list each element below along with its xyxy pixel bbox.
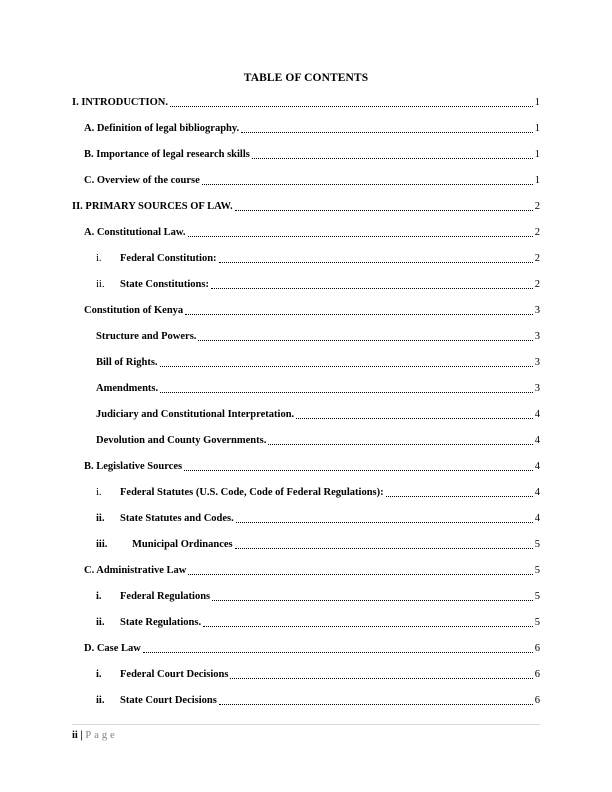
toc-entry-case-law[interactable]: [0, 640, 612, 656]
toc-entry-page: 5: [534, 591, 540, 602]
toc-entry-overview[interactable]: [0, 172, 612, 188]
toc-entry-label: Amendments.: [96, 383, 159, 394]
toc-entry-structure-and-powers[interactable]: [0, 328, 612, 344]
toc-entry-page: 6: [534, 695, 540, 706]
toc-entry-page: 2: [534, 253, 540, 264]
footer-separator: |: [80, 730, 83, 741]
toc-entry-legislative-sources[interactable]: [0, 458, 612, 474]
dot-leader: [219, 703, 533, 705]
toc-entry-page: 2: [534, 201, 540, 212]
dot-leader: [188, 235, 533, 237]
dot-leader: [188, 573, 532, 575]
dot-leader: [386, 495, 533, 497]
toc-entry-page: 2: [534, 279, 540, 290]
toc-entry-page: 5: [534, 565, 540, 576]
toc-entry-state-constitutions[interactable]: [0, 276, 612, 292]
toc-entry-label: C. Overview of the course: [84, 175, 200, 186]
toc-entry-page: 1: [534, 175, 540, 186]
toc-entry-page: 3: [534, 305, 540, 316]
toc-entry-constitution-of-kenya[interactable]: [0, 302, 612, 318]
toc-entry-page: 6: [534, 669, 540, 680]
toc-entry-federal-statutes[interactable]: [0, 484, 612, 500]
dot-leader: [212, 599, 533, 601]
toc-entry-number: i.: [96, 669, 102, 680]
toc-entry-devolution[interactable]: [0, 432, 612, 448]
toc-entry-label: Bill of Rights.: [96, 357, 158, 368]
dot-leader: [185, 313, 533, 315]
dot-leader: [203, 625, 533, 627]
toc-entry-page: 6: [534, 643, 540, 654]
dot-leader: [160, 365, 533, 367]
toc-entry-label: Constitution of Kenya: [84, 305, 184, 316]
toc-entry-federal-regulations[interactable]: [0, 588, 612, 604]
toc-entry-label: Federal Regulations: [120, 591, 211, 602]
toc-entry-page: 4: [534, 461, 540, 472]
toc-entry-label: B. Importance of legal research skills: [84, 149, 250, 160]
footer-page-number: ii: [72, 730, 78, 741]
dot-leader: [198, 339, 532, 341]
toc-entry-state-regulations[interactable]: [0, 614, 612, 630]
toc-entry-judiciary[interactable]: [0, 406, 612, 422]
dot-leader: [235, 209, 533, 211]
toc-entry-introduction[interactable]: [0, 94, 612, 110]
toc-entry-constitutional-law[interactable]: [0, 224, 612, 240]
toc-entry-administrative-law[interactable]: [0, 562, 612, 578]
toc-entry-label: Devolution and County Governments.: [96, 435, 267, 446]
dot-leader: [219, 261, 533, 263]
toc-entry-page: 5: [534, 617, 540, 628]
dot-leader: [252, 157, 533, 159]
toc-entry-federal-constitution[interactable]: [0, 250, 612, 266]
toc-entry-label: State Statutes and Codes.: [120, 513, 234, 524]
toc-entry-page: 5: [534, 539, 540, 550]
toc-entry-number: i.: [96, 487, 102, 498]
footer-page-word: Page: [85, 730, 118, 741]
toc-entry-federal-court-decisions[interactable]: [0, 666, 612, 682]
toc-entry-label: B. Legislative Sources: [84, 461, 183, 472]
dot-leader: [170, 105, 533, 107]
dot-leader: [143, 651, 533, 653]
toc-entry-page: 2: [534, 227, 540, 238]
toc-entry-label: Federal Constitution:: [120, 253, 217, 264]
toc-entry-importance[interactable]: [0, 146, 612, 162]
toc-entry-page: 4: [534, 409, 540, 420]
toc-entry-page: 4: [534, 435, 540, 446]
toc-entry-label: A. Definition of legal bibliography.: [84, 123, 240, 134]
dot-leader: [296, 417, 533, 419]
toc-entry-page: 3: [534, 357, 540, 368]
toc-entry-state-court-decisions[interactable]: [0, 692, 612, 708]
toc-entry-number: ii.: [96, 513, 105, 524]
page-footer: [72, 730, 118, 741]
dot-leader: [268, 443, 532, 445]
dot-leader: [184, 469, 533, 471]
toc-entry-page: 1: [534, 123, 540, 134]
toc-entry-number: iii.: [96, 539, 108, 550]
toc-entry-number: ii.: [96, 695, 105, 706]
toc-entry-page: 1: [534, 97, 540, 108]
toc-entry-label: II. PRIMARY SOURCES OF LAW.: [72, 201, 233, 212]
toc-entry-label: State Regulations.: [120, 617, 202, 628]
toc-entry-page: 3: [534, 383, 540, 394]
toc-entry-label: Structure and Powers.: [96, 331, 197, 342]
dot-leader: [236, 521, 533, 523]
toc-entry-page: 3: [534, 331, 540, 342]
toc-entry-definition[interactable]: [0, 120, 612, 136]
dot-leader: [230, 677, 532, 679]
toc-entry-label: I. INTRODUCTION.: [72, 97, 168, 108]
toc-entry-number: ii.: [96, 617, 105, 628]
toc-entry-label: A. Constitutional Law.: [84, 227, 186, 238]
toc-entry-label: D. Case Law: [84, 643, 141, 654]
dot-leader: [211, 287, 533, 289]
footer-divider: [72, 724, 540, 725]
toc-title: TABLE OF CONTENTS: [243, 72, 369, 84]
toc-entry-number: i.: [96, 253, 102, 264]
toc-entry-amendments[interactable]: [0, 380, 612, 396]
dot-leader: [235, 547, 533, 549]
toc-entry-number: i.: [96, 591, 102, 602]
toc-entry-number: ii.: [96, 279, 105, 290]
toc-entry-state-statutes[interactable]: [0, 510, 612, 526]
toc-entry-label: State Court Decisions: [120, 695, 217, 706]
toc-entry-label: Judiciary and Constitutional Interpretation.: [96, 409, 295, 420]
toc-entry-bill-of-rights[interactable]: [0, 354, 612, 370]
toc-entry-label: Federal Court Decisions: [120, 669, 229, 680]
toc-entry-label: Federal Statutes (U.S. Code, Code of Federal Regulations):: [120, 487, 384, 498]
toc-entry-primary-sources[interactable]: [0, 198, 612, 214]
toc-entry-label: State Constitutions:: [120, 279, 209, 290]
toc-entry-page: 4: [534, 513, 540, 524]
toc-entry-page: 4: [534, 487, 540, 498]
toc-entry-page: 1: [534, 149, 540, 160]
dot-leader: [202, 183, 533, 185]
toc-entry-municipal-ordinances[interactable]: [0, 536, 612, 552]
dot-leader: [160, 391, 533, 393]
toc-entry-label: C. Administrative Law: [84, 565, 187, 576]
dot-leader: [241, 131, 533, 133]
toc-entry-label: Municipal Ordinances: [132, 539, 233, 550]
